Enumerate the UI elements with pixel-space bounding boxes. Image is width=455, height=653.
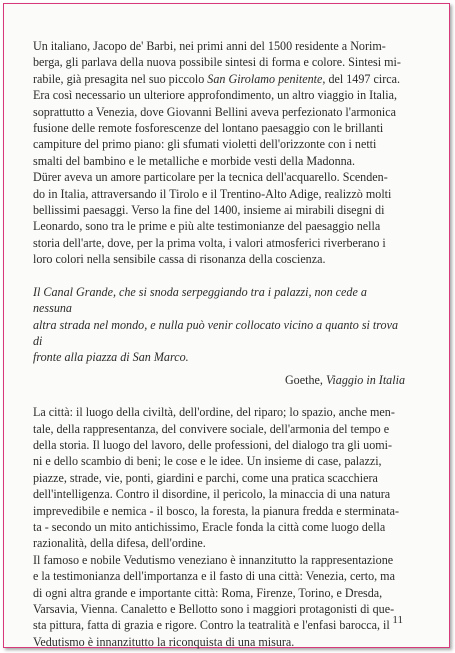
page-number: 11: [392, 614, 403, 626]
paragraph-text: Un italiano, Jacopo de' Barbi, nei primi anni del 1500 residente a Norim- berga, gli parlava della nuova possibile sintesi di forma e colore. Sintesi mi- rabile, già presagita nel suo piccolo: [33, 39, 401, 86]
paragraph-text: , del 1497 circa. Era così necessario un ulteriore approfondimento, un altro viaggio in Italia, soprattutto a Venezia, dove Giovanni Bellini aveva perfezionato l'armonica fusione delle remote fosforescenze del lontano paesaggio con le brillanti campiture del primo piano: gli sfumati violetti dell'orizzonte con i netti smalti del bambino e le metalliche e morbide vesti della Madonna.: [33, 71, 400, 168]
artwork-title: San Girolamo penitente: [207, 71, 323, 86]
quote-attribution: [33, 372, 405, 388]
paragraph-watercolour: Dürer aveva un amore particolare per la tecnica dell'acquarello. Scenden- do in Italia, attraversando il Tirolo e il Trentino-Alto Adige, realizzò molti bellissimi paesaggi. Verso la fine del 1400, insieme ai mirabili disegni di Leonardo, sono tra le prime e più alte testimonianze del paesaggio nella storia dell'arte, dove, per la prima volta, i valori atmosferici riverberano i loro colori nella sensibile cassa di risonanza della coscienza.: [33, 170, 392, 267]
paragraph-vedutismo: Il famoso e nobile Vedutismo veneziano è innanzitutto la rappresentazione e la testimonianza dell'importanza e il fasto di una città: Venezia, certo, ma di ogni altra grande e importante città: Roma, Firenze, Torino, e Dresda, Varsavia, Vienna. Canaletto e Bellotto sono i maggiori protagonisti di que- sta pittura, fatta di grazia e rigore. Contro la teatralità e l'enfasi barocca, il Vedutismo è innanzitutto la riconquista di una misura.: [33, 552, 395, 649]
page-body: [33, 38, 405, 650]
paragraph-durer-intro: [33, 38, 405, 169]
quote-work-title: Viaggio in Italia: [325, 372, 405, 387]
goethe-quote: Il Canal Grande, che si snoda serpeggiando tra i palazzi, non cede a nessuna altra strada nel mondo, e nulla può venir collocato vicino a quanto si trova di fronte alla piazza di San Marco.: [33, 284, 399, 365]
section-spacer: [33, 268, 405, 284]
section-spacer: [33, 388, 405, 404]
quote-author: Goethe,: [284, 372, 326, 387]
paragraph-city: La città: il luogo della civiltà, dell'ordine, del riparo; lo spazio, anche men- tale, della rappresentanza, del convivere sociale, dell'armonia del tempo e della storia. Il luogo del lavoro, delle professioni, del dialogo tra gli uomi- ni e dello scambio di beni; le cose e le idee. Un insieme di case, palazzi, piazze, strade, vie, ponti, giardini e parchi, come una pratica scacchiera dell'intelligenza. Contro il disordine, il pericolo, la minaccia di una natura imprevedibile e nemica - il bosco, la foresta, la pianura fredda e sterminata- ta - secondo un mito antichissimo, Eracle fonda la città come luogo della razionalità, della difesa, dell'ordine.: [33, 405, 400, 551]
